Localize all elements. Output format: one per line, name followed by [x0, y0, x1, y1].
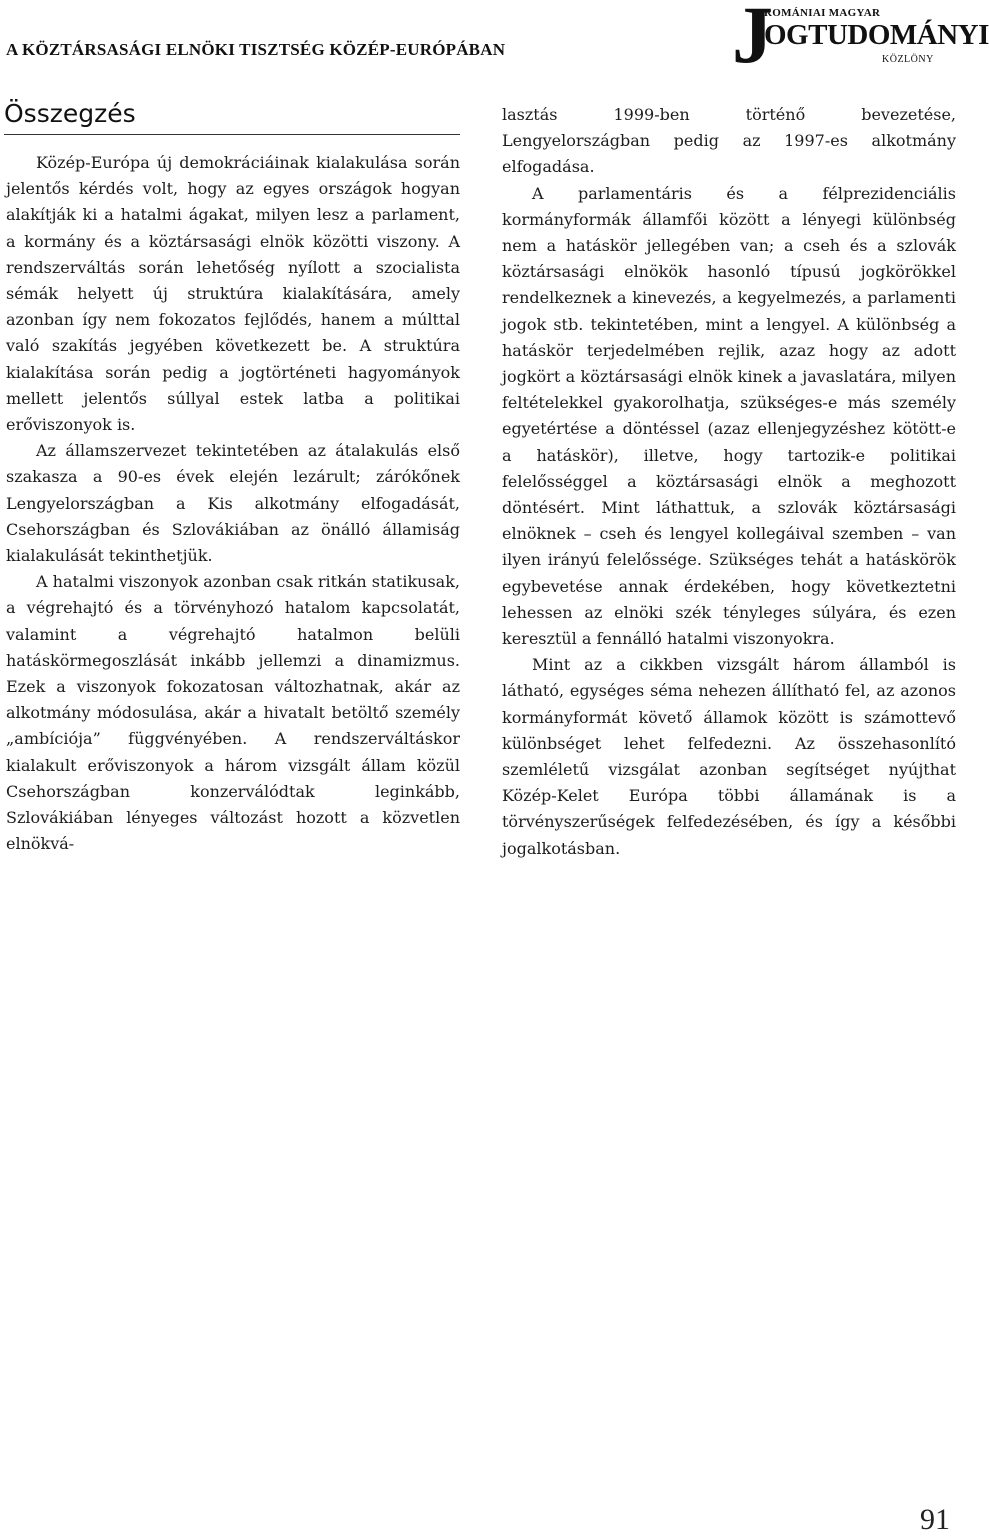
paragraph: Mint az a cikkben vizsgált három államból is látható, egységes séma nehezen állítható fel, az azonos kormányformát követő államok között is számottevő különbséget lehet felfedezni. Az összehasonlító szemléletű vizsgálat azonban segítséget nyújthat Közép-Kelet Európa többi államának is a törvényszerűségek felfedezésében, és így a későbbi jogalkotásban. — [502, 655, 956, 858]
logo-main-line: OGTUDOMÁNYI — [764, 19, 989, 51]
journal-logo — [730, 0, 989, 80]
paragraph: Az államszervezet tekintetében az átalakulás első szakasza a 90-es évek elején lezárult; zárókőnek Lengyelországban a Kis alkotmány elfogadását, Csehországban és Szlovákiában az önálló államiság kialakulását tekinthetjük. — [6, 441, 460, 566]
right-column — [502, 102, 956, 862]
paragraph: Közép-Európa új demokráciáinak kialakulása során jelentős kérdés volt, hogy az egyes országok hogyan alakítják ki a hatalmi ágakat, milyen lesz a parlament, a kormány és a köztársasági elnök közötti viszony. A rendszerváltás során lehetőség nyílott a szocialista sémák helyett új struktúra kialakítására, amely azonban így nem fokozatos fejlődés, hanem a múlttal való szakítás jegyében következett be. A struktúra kialakítása során pedig a jogtörténeti hagyományok mellett jelentős súllyal estek latba a politikai erőviszonyok is. — [6, 153, 460, 435]
paragraph-continuation: lasztás 1999-ben történő bevezetése, Lengyelországban pedig az 1997-es alkotmány elfogadása. — [502, 105, 956, 177]
paragraph: A hatalmi viszonyok azonban csak ritkán statikusak, a végrehajtó és a törvényhozó hatalom kapcsolatát, valamint a végrehajtó hatalmon belüli hatáskörmegoszlását inkább jellemzi a dinamizmus. Ezek a viszonyok fokozatosan változhatnak, akár az alkotmány módosulása, akár a hivatalt betöltő személy „ambíciója” függvényében. A rendszerváltáskor kialakult erőviszonyok a három vizsgált állam közül Csehországban konzerválódtak leginkább, Szlovákiában lényeges változást hozott a közvetlen elnökvá- — [6, 572, 460, 854]
section-heading: Összegzés — [4, 98, 460, 135]
logo-bottom-line: KÖZLÖNY — [882, 54, 934, 65]
left-column — [6, 150, 460, 857]
page-number: 91 — [920, 1503, 950, 1536]
logo-top-line: ROMÁNIAI MAGYAR — [764, 7, 881, 19]
paragraph: A parlamentáris és a félprezidenciális kormányformák államfői között a lényegi különbség nem a hatáskör jellegében van; a cseh és a szlovák köztársasági elnökök hasonló típusú jogkörökkel rendelkeznek a kinevezés, a kegyelmezés, a parlamenti jogok stb. tekintetében, mint a lengyel. A különbség a hatáskör terjedelmében rejlik, azaz hogy az adott jogkört a köztársasági elnök kinek a javaslatára, milyen feltételekkel gyakorolhatja, szükséges-e más személy egyetértése a döntéssel (azaz ellenjegyzéshez kötött-e a hatáskör), illetve, hogy tartozik-e politikai felelősséggel a köztársasági elnök a meghozott döntésért. Mint láthattuk, a szlovák köztársasági elnöknek – cseh és lengyel kollegáival szemben – van ilyen irányú felelőssége. Szükséges tehát a hatáskörök egybevetése annak érdekében, hogy következtetni lehessen az elnöki szék tényleges súlyára, és ezen keresztül a fennálló hatalmi viszonyokra. — [502, 183, 956, 649]
logo-initial: J — [732, 0, 773, 80]
running-title: A KÖZTÁRSASÁGI ELNÖKI TISZTSÉG KÖZÉP-EURÓPÁBAN — [6, 40, 506, 59]
